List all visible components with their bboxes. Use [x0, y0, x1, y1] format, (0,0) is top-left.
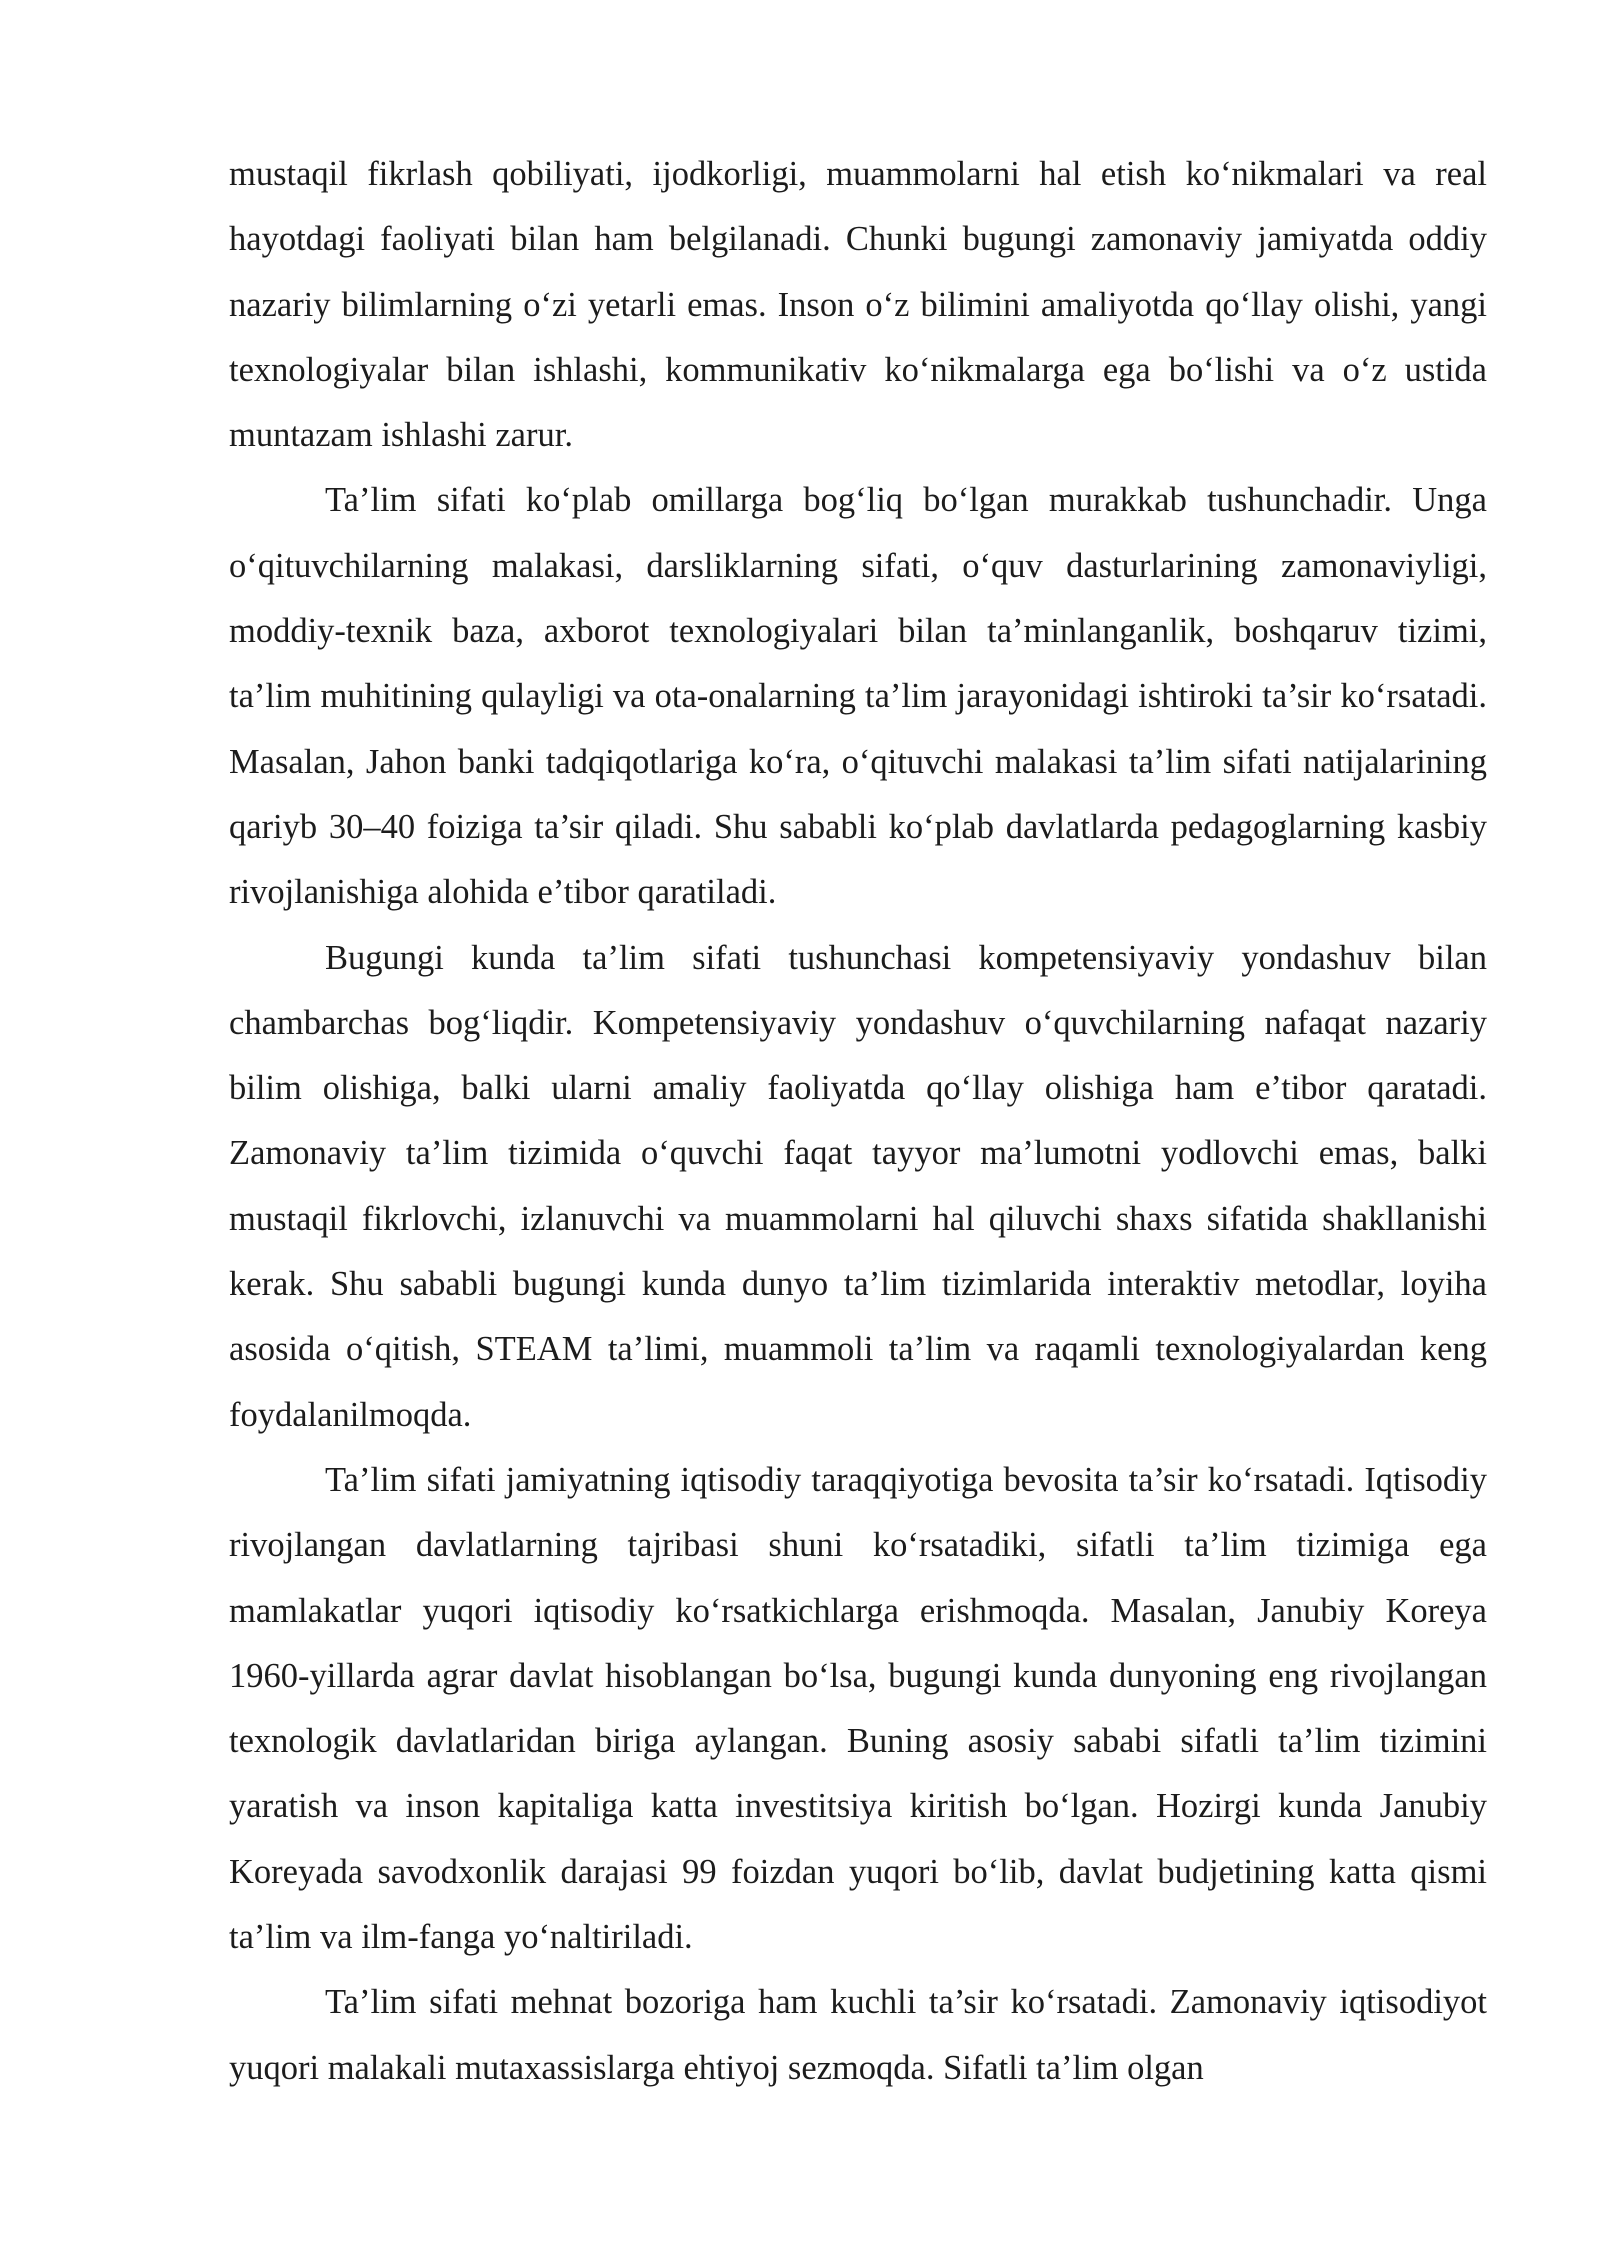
document-body: [229, 142, 1487, 2101]
paragraph-3: Bugungi kunda ta’lim sifati tushunchasi kompetensiyaviy yondashuv bilan chambarchas bog‘liqdir. Kompetensiyaviy yondashuv o‘quvchilarning nafaqat nazariy bilim olishiga, balki ularni amaliy faoliyatda qo‘llay olishiga ham e’tibor qaratadi. Zamonaviy ta’lim tizimida o‘quvchi faqat tayyor ma’lumotni yodlovchi emas, balki mustaqil fikrlovchi, izlanuvchi va muammolarni hal qiluvchi shaxs sifatida shakllanishi kerak. Shu sababli bugungi kunda dunyo ta’lim tizimlarida interaktiv metodlar, loyiha asosida o‘qitish, STEAM ta’limi, muammoli ta’lim va raqamli texnologiyalardan keng foydalanilmoqda.: [229, 938, 1487, 1434]
paragraph-2: Ta’lim sifati ko‘plab omillarga bog‘liq bo‘lgan murakkab tushunchadir. Unga o‘qituvchilarning malakasi, darsliklarning sifati, o‘quv dasturlarining zamonaviyligi, moddiy-texnik baza, axborot texnologiyalari bilan ta’minlanganlik, boshqaruv tizimi, ta’lim muhitining qulayligi va ota-onalarning ta’lim jarayonidagi ishtiroki ta’sir ko‘rsatadi. Masalan, Jahon banki tadqiqotlariga ko‘ra, o‘qituvchi malakasi ta’lim sifati natijalarining qariyb 30–40 foiziga ta’sir qiladi. Shu sababli ko‘plab davlatlarda pedagoglarning kasbiy rivojlanishiga alohida e’tibor qaratiladi.: [229, 481, 1487, 912]
paragraph-5: Ta’lim sifati mehnat bozoriga ham kuchli ta’sir ko‘rsatadi. Zamonaviy iqtisodiyot yuqori malakali mutaxassislarga ehtiyoj sezmoqda. Sifatli ta’lim olgan: [229, 1983, 1487, 2087]
paragraph-1: mustaqil fikrlash qobiliyati, ijodkorligi, muammolarni hal etish ko‘nikmalari va real hayotdagi faoliyati bilan ham belgilanadi. Chunki bugungi zamonaviy jamiyatda oddiy nazariy bilimlarning o‘zi yetarli emas. Inson o‘z bilimini amaliyotda qo‘llay olishi, yangi texnologiyalar bilan ishlashi, kommunikativ ko‘nikmalarga ega bo‘lishi va o‘z ustida muntazam ishlashi zarur.: [229, 155, 1487, 455]
paragraph-4: Ta’lim sifati jamiyatning iqtisodiy taraqqiyotiga bevosita ta’sir ko‘rsatadi. Iqtisodiy rivojlangan davlatlarning tajribasi shuni ko‘rsatadiki, sifatli ta’lim tizimiga ega mamlakatlar yuqori iqtisodiy ko‘rsatkichlarga erishmoqda. Masalan, Janubiy Koreya 1960-yillarda agrar davlat hisoblangan bo‘lsa, bugungi kunda dunyoning eng rivojlangan texnologik davlatlaridan biriga aylangan. Buning asosiy sababi sifatli ta’lim tizimini yaratish va inson kapitaliga katta investitsiya kiritish bo‘lgan. Hozirgi kunda Janubiy Koreyada savodxonlik darajasi 99 foizdan yuqori bo‘lib, davlat budjetining katta qismi ta’lim va ilm-fanga yo‘naltiriladi.: [229, 1460, 1487, 1957]
